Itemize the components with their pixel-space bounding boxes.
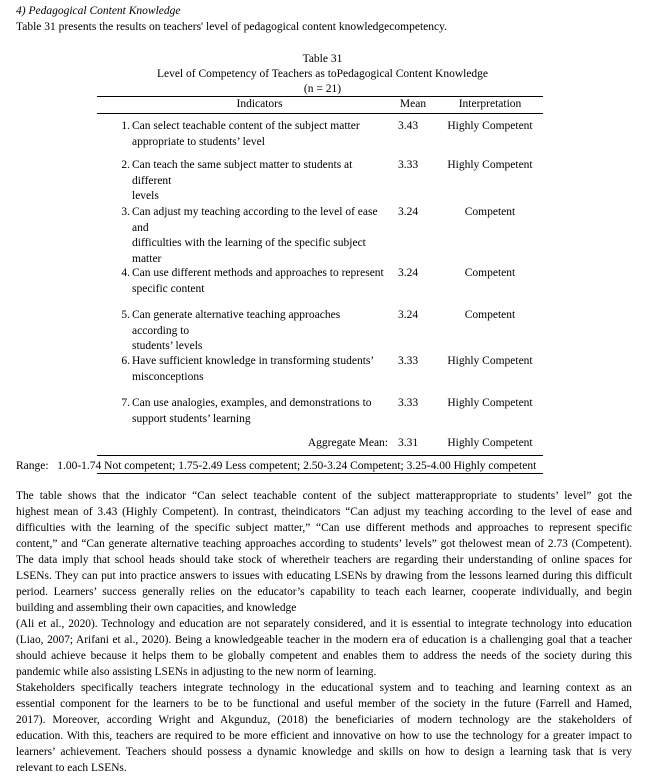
header-indicators: Indicators: [236, 98, 283, 110]
row-number: 5.: [121, 309, 130, 321]
row-interpretation: Competent: [464, 309, 516, 321]
row-indicator: Have sufficient knowledge in transforming students’ misconceptions: [132, 355, 375, 383]
table-title: Level of Competency of Teachers as toPedagogical Content Knowledge: [156, 68, 489, 80]
row-number: 6.: [121, 355, 130, 367]
row-mean: 3.33: [398, 159, 419, 171]
row-mean: 3.24: [398, 267, 419, 279]
row-mean: 3.24: [398, 206, 419, 218]
row-number: 3.: [121, 206, 130, 218]
row-indicator: Can generate alternative teaching approaches according to students’ levels: [132, 309, 341, 352]
table-n: (n = 21): [303, 83, 342, 95]
row-interpretation: Competent: [464, 206, 516, 218]
body-paragraph-1: The table shows that the indicator “Can select teachable content of the subject matterappropriate to students’ level” got the highest mean of 3.43 (Highly Competent). In contrast, theindicators “Can adjust my teaching according to the level of ease and difficulties with the learning of the specific subject matter,” “Can use different methods and approaches to represent specific content,” and “Can generate alternative teaching approaches according to students’ levels” got thelowest mean of 2.73 (Competent). The data imply that school heads should take stock of wheretheir teachers are regarding their understanding of online spaces for LSENs. They can put into practice answers to issues with educating LSENs by drawing from the lessons learned during this difficult period. Learners’ success generally relies on the educator’s capability to teach each learner, cooperate individually, and begin building and assembling their own capacities, and knowledge (Ali et al., 2020). Technology and education are not separately considered, and it is essential to integrate technology into education (Liao, 2007; Arifani et al., 2020). Being a knowledgeable teacher in the modern era of education is a challenging goal that a teacher should achieve because it helps them to be globally competent and enables them to address the needs of the society during this pandemic while also assisting LSENs in adjusting to the new norm of learning.: [16, 490, 632, 678]
header-mean: Mean: [399, 98, 427, 110]
intro-text: Table 31 presents the results on teachers' level of pedagogical content knowledgecompetency.: [16, 21, 447, 33]
row-number: 2.: [121, 159, 130, 171]
row-mean: 3.33: [398, 397, 419, 409]
row-mean: 3.24: [398, 309, 419, 321]
row-number: 7.: [121, 397, 130, 409]
aggregate-mean: 3.31: [398, 437, 419, 449]
row-number: 4.: [121, 267, 130, 279]
row-interpretation: Highly Competent: [447, 397, 533, 409]
header-rule: [97, 113, 543, 114]
row-interpretation: Highly Competent: [447, 355, 533, 367]
row-interpretation: Highly Competent: [447, 159, 533, 171]
row-indicator: Can teach the same subject matter to students at different levels: [132, 159, 353, 202]
body-paragraph-2: Stakeholders specifically teachers integrate technology in the educational system and to teaching and learning context as an essential component for the learners to be to be functional and useful member of the society in the future (Farrell and Hamed, 2017). Moreover, according Wright and Akgunduz, (2018) the beneficiaries of modern technology are the stakeholders of education. With this, teachers are required to be more efficient and innovative on how to use the technology for a greater impact to learners’ achievement. Teachers should possess a dynamic knowledge and skills on how to design a learning task that is very relevant to each LSENs.: [16, 682, 632, 774]
row-mean: 3.33: [398, 355, 419, 367]
aggregate-label: Aggregate Mean:: [307, 437, 388, 449]
table-label: Table 31: [302, 53, 343, 65]
row-mean: 3.43: [398, 120, 419, 132]
row-interpretation: Competent: [464, 267, 516, 279]
table-bottom-rule: [97, 455, 543, 456]
row-indicator: Can adjust my teaching according to the level of ease and difficulties with the learning of the specific subject matter: [132, 206, 378, 265]
range-rule: [97, 473, 543, 474]
section-heading: 4) Pedagogical Content Knowledge: [16, 5, 181, 17]
row-interpretation: Highly Competent: [447, 120, 533, 132]
row-indicator: Can use analogies, examples, and demonstrations to support students’ learning: [132, 397, 372, 425]
range-legend: Range: 1.00-1.74 Not competent; 1.75-2.49 Less competent; 2.50-3.24 Competent; 3.25-4.00 Highly competent: [16, 460, 537, 472]
row-indicator: Can select teachable content of the subject matter appropriate to students’ level: [132, 120, 360, 148]
row-number: 1.: [121, 120, 130, 132]
header-interpretation: Interpretation: [458, 98, 522, 110]
aggregate-interpretation: Highly Competent: [447, 437, 533, 449]
row-indicator: Can use different methods and approaches to represent specific content: [132, 267, 384, 295]
